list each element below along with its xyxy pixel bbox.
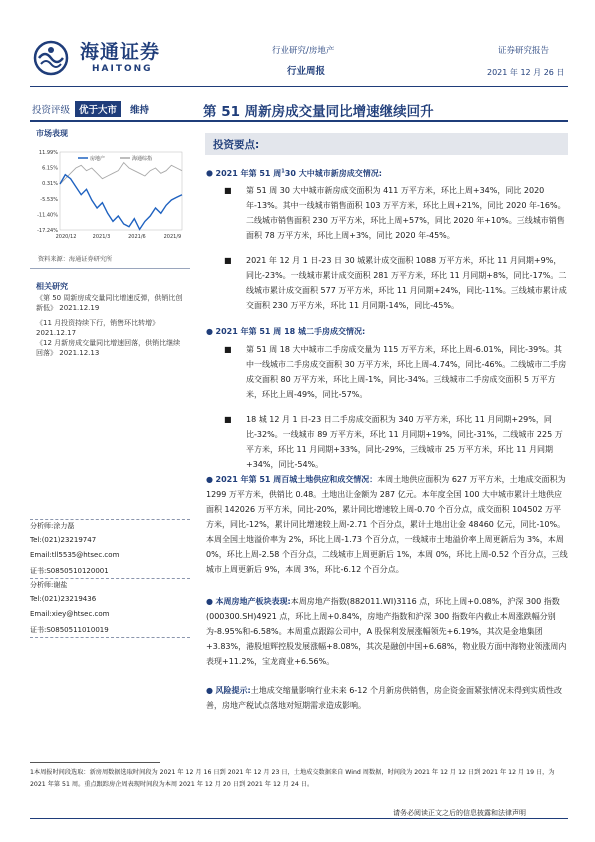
x-tick-label: 2021/9: [163, 234, 182, 240]
invest-point-3: [206, 472, 568, 577]
bullet-icon: ●: [206, 168, 213, 178]
header-divider: [30, 86, 568, 87]
series-line-property: [60, 175, 182, 230]
footnote-divider: [30, 762, 160, 763]
bullet-icon: ●: [206, 597, 213, 606]
analyst-tel: Tel:(021)23219436: [30, 595, 97, 603]
analyst-divider: [30, 519, 190, 520]
point-text: 本周房地产指数(882011.WI)3116 点，环比上周+0.08%，沪深 300 指数(000300.SH)4921 点，环比上周+0.84%，房地产指数和沪深 300 指数年内截止本周涨跌幅分别为-8.95%和-6.58%。本周重点跟踪公司中，A 股保利发展涨幅领先+6.19%，其次是金地集团+3.83%，港股旭辉控股发展涨幅+8.08%，其次是融创中国+6.68%，物业股方面中海物业领涨周内表现+11.2%，宝龙商业+6.56%。: [206, 597, 567, 666]
market-performance-chart: [30, 150, 190, 250]
sub-point: ■ 2021 年 12 月 1 日-23 日 30 城累计成交面积 1088 万平方米，环比 11 月同期+9%，同比-23%。一线城市累计成交面积 281 万平方米，环比 11 月同期+8%，同比-17%。二线城市累计成交面积 577 万平方米，环比 11 月同期+24%，同比-11%。三线城市累计成交面积 230 万平方米，环比 11 月同期-14%，同比-45%。: [246, 253, 568, 313]
investment-rating: [30, 101, 155, 117]
point-text: 土地成交缩量影响行业未来 6-12 个月新房供销售，房企资金面紧张情况未得到实质性改善，房地产税试点落地对短期需求造成影响。: [206, 686, 562, 710]
x-tick-label: 2021/3: [92, 234, 111, 240]
y-tick-label: 11.99%: [38, 150, 58, 156]
related-item-title: 《第 50 周新房成交量同比增速反弹，供销比创新低》: [36, 294, 183, 312]
series-label: 证券研究报告: [498, 46, 550, 56]
y-tick-label: 0.31%: [42, 181, 58, 188]
market-heading: 市场表现: [36, 129, 68, 138]
bullet-icon: ●: [206, 475, 213, 484]
series-line-composite: [60, 163, 182, 184]
sub-point: ■ 18 城 12 月 1 日-23 日二手房成交面积为 340 万平方米，环比 11 月同期+29%，同比-32%。一线城市 89 万平方米，环比 11 月同期+19%，同比-31%，二线城市 225 万平方米，环比 11 月同期+33%，同比-29%，三线城市 25 万平方米，环比 11 月同期+34%，同比-54%。: [246, 412, 568, 472]
square-bullet-icon: ■: [224, 186, 232, 195]
bullet-icon: ●: [206, 686, 213, 695]
logo-text-en: HAITONG: [92, 64, 153, 74]
report-date: 2021 年 12 月 26 日: [487, 68, 565, 77]
related-item-title: 《12 月新房成交量同比增速回落，供销比继续回落》: [36, 339, 181, 357]
analyst-tel: Tel:(021)23219747: [30, 536, 97, 544]
rating-label: 投资评级: [32, 105, 71, 116]
page-title: 第 51 周新房成交量同比增速继续回升: [203, 104, 434, 120]
invest-point-2: [206, 324, 568, 339]
related-item-title: 《11 月投资持续下行，销售环比转增》: [36, 319, 160, 327]
related-item[interactable]: [36, 293, 186, 313]
analyst-name: 分析师:涂力磊: [30, 522, 75, 530]
chart-source: 资料来源：海通证券研究所: [38, 256, 113, 263]
bullet-icon: ●: [206, 327, 213, 336]
industry-label: 行业研究/房地产: [272, 46, 335, 56]
analyst-cert: 证书:S0850511010019: [30, 626, 109, 634]
title-divider: [30, 120, 568, 122]
related-heading: 相关研究: [36, 282, 68, 291]
point-title: 2021 年第 51 周百城土地供应和成交情况：: [215, 475, 378, 484]
related-item-date: 2021.12.17: [36, 329, 77, 337]
invest-points-bar: [205, 133, 568, 155]
related-item-date: 2021.12.19: [59, 304, 100, 312]
x-tick-label: 2021/6: [128, 234, 146, 240]
invest-points-heading: 投资要点:: [213, 139, 260, 151]
analyst-name: 分析师:谢盐: [30, 581, 68, 589]
rating-keep: 维持: [130, 105, 150, 116]
report-type: 行业周报: [287, 66, 326, 77]
logo-text-cn: 海通证券: [80, 41, 161, 63]
left-divider: [30, 268, 190, 269]
point-title: 2021 年第 51 周$^1$30 大中城市新房成交情况:: [215, 168, 382, 178]
square-bullet-icon: ■: [224, 415, 232, 424]
footnote: 1本周报时间段选取：新房周数据选取时间段为 2021 年 12 月 16 日到 2021 年 12 月 23 日，土地成交数据来自 Wind 周数据，时间段为 2021 年 12 月 12 日到 2021 年 12 月 19 日，为 2021 年第 51 周。重点跟踪房企周表现时间段为本周 2021 年 12 月 20 日到 2021 年 12 月 24 日。: [30, 769, 555, 788]
sub-point: ■ 第 51 周 30 大中城市新房成交面积为 411 万平方米，环比上周+34%，同比 2020 年-13%。其中一线城市销售面积 103 万平方米，环比上周+21%，同比 2020 年-16%。二线城市销售面积 230 万平方米，环比上周+57%，同比 2020 年+10%。三线城市销售面积 78 万平方米，环比上周+3%，同比 2020 年-45%。: [246, 183, 568, 243]
square-bullet-icon: ■: [224, 256, 232, 265]
analyst-divider: [30, 578, 190, 579]
point-title: 风险提示:: [215, 686, 251, 695]
footer-divider: [30, 818, 568, 819]
rating-value: 优于大市: [75, 101, 121, 117]
analyst-divider: [30, 637, 190, 638]
point-title: 2021 年第 51 周 18 城二手房成交情况:: [215, 327, 366, 336]
invest-point-4: [206, 594, 568, 669]
invest-point-5: [206, 683, 568, 713]
point-text: 本周土地供应面积为 627 万平方米，土地成交面积为 1299 万平方米，供销比 0.48。土地出让金额为 287 亿元。本年度全国 100 大中城市累计土地供应面积 142026 万平方米，同比-20%，累计同比增速较上周-0.70 个百分点，成交面积 104502 万平方米，同比-12%，累计同比增速较上周-2.71 个百分点，累计土地出让金 48460 亿元，同比-10%。本周全国土地溢价率为 2%，环比上周-1.73 个百分点，一线城市土地溢价率上周更新后为 3%，本周 0%，环比上周-2.58 个百分点，二线城市上周更新后 1%，本周 0%，环比上周-0.52 个百分点，三线城市上周更新后 9%，本周 3%，环比-6.12 个百分点。: [206, 475, 568, 574]
point-title: 本周房地产板块表现:: [215, 597, 291, 606]
analyst-cert: 证书:S0850510120001: [30, 567, 109, 575]
related-item-date: 2021.12.13: [59, 349, 100, 357]
invest-point-1: [206, 164, 568, 181]
y-tick-label: -11.40%: [37, 212, 58, 219]
y-tick-label: -17.24%: [37, 228, 58, 234]
analyst-email[interactable]: Email:xiey@htsec.com: [30, 610, 110, 618]
analyst-email[interactable]: Email:tll5535@htsec.com: [30, 551, 120, 559]
related-item[interactable]: [36, 338, 186, 358]
y-tick-label: -5.53%: [40, 196, 58, 203]
legend-label-composite: 海通综指: [132, 156, 153, 162]
y-tick-label: 6.15%: [42, 165, 58, 172]
legend-label-property: 房地产: [90, 156, 106, 162]
x-tick-label: 2020/12: [55, 234, 77, 240]
related-item[interactable]: [36, 318, 186, 338]
sub-point: ■ 第 51 周 18 大中城市二手房成交量为 115 万平方米，环比上周-6.01%，同比-39%。其中一线城市二手房成交面积 30 万平方米，环比上周-4.74%，同比-46%。二线城市二手房成交面积 80 万平方米，环比上周-1%，同比-34%。三线城市二手房成交面积 5 万平方米，环比上周-49%，同比-57%。: [246, 342, 568, 402]
disclaimer: 请务必阅读正文之后的信息披露和法律声明: [393, 809, 526, 817]
haitong-logo-icon: [33, 40, 69, 76]
square-bullet-icon: ■: [224, 345, 232, 354]
